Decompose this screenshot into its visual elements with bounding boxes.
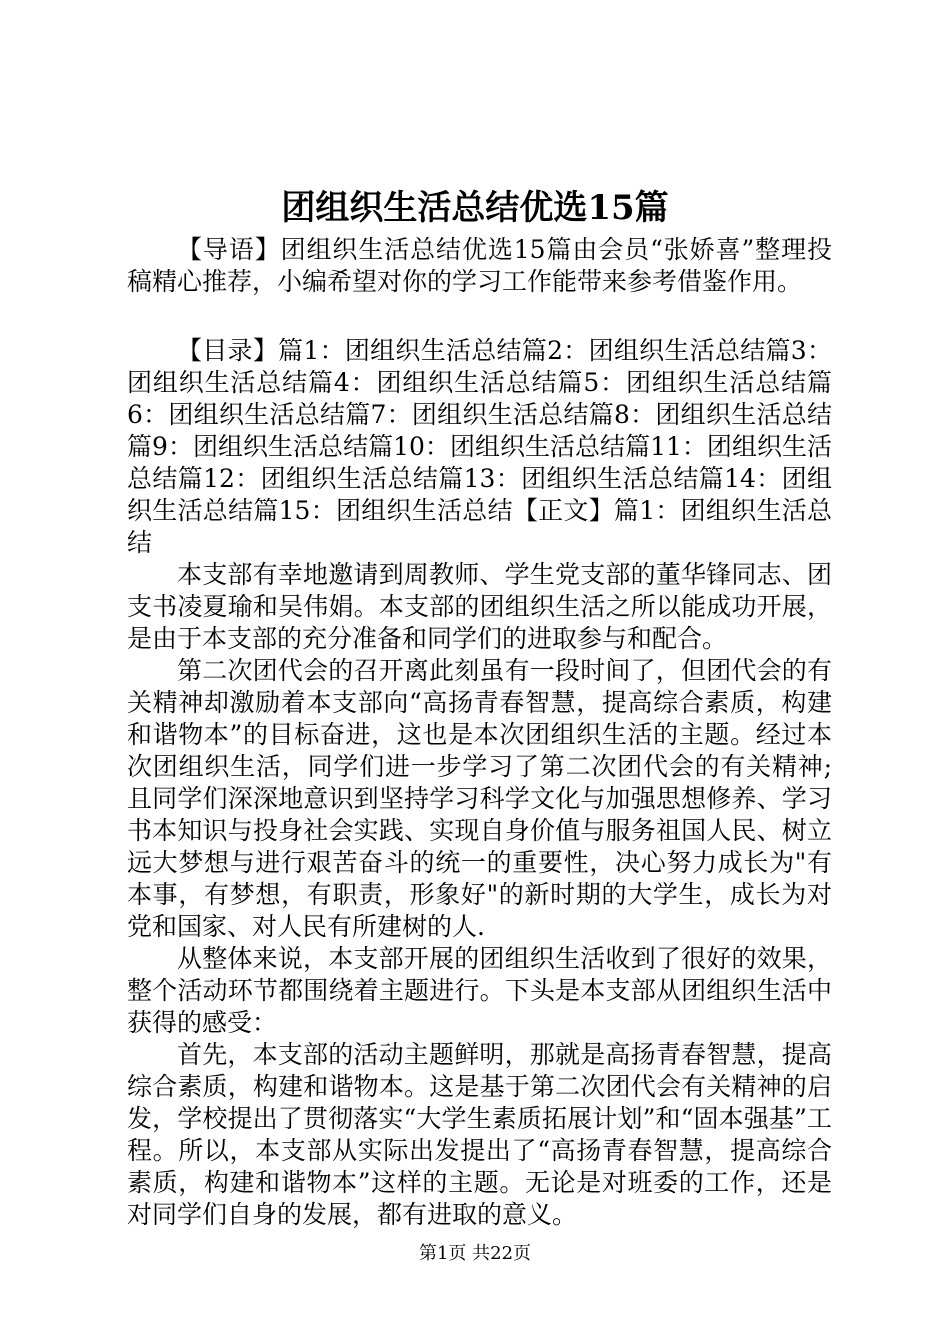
document-body [127, 234, 832, 1231]
body-paragraph: 第二次团代会的召开离此刻虽有一段时间了，但团代会的有关精神却激励着本支部向“高扬青春智慧，提高综合素质，构建和谐物本”的目标奋进，这也是本次团组织生活的主题。经过本次团组织生活，同学们进一步学习了第二次团代会的有关精神;且同学们深深地意识到坚持学习科学文化与加强思想修养、学习书本知识与投身社会实践、实现自身价值与服务祖国人民、树立远大梦想与进行艰苦奋斗的统一的重要性，决心努力成长为"有本事，有梦想，有职责，形象好"的新时期的大学生，成长为对党和国家、对人民有所建树的人. [127, 656, 832, 941]
page-footer: 第1页 共22页 [418, 1243, 532, 1264]
table-of-contents-paragraph: 【目录】篇1：团组织生活总结篇2：团组织生活总结篇3：团组织生活总结篇4：团组织生活总结篇5：团组织生活总结篇6：团组织生活总结篇7：团组织生活总结篇8：团组织生活总结篇9：团组织生活总结篇10：团组织生活总结篇11：团组织生活总结篇12：团组织生活总结篇13：团组织生活总结篇14：团组织生活总结篇15：团组织生活总结【正文】篇1：团组织生活总结 [127, 336, 832, 557]
body-paragraph: 本支部有幸地邀请到周教师、学生党支部的董华锋同志、团支书凌夏瑜和吴伟娟。本支部的团组织生活之所以能成功开展，是由于本支部的充分准备和同学们的进取参与和配合。 [127, 560, 832, 653]
intro-paragraph: 【导语】团组织生活总结优选15篇由会员“张娇喜”整理投稿精心推荐，小编希望对你的学习工作能带来参考借鉴作用。 [127, 235, 832, 296]
document-title: 团组织生活总结优选15篇 [281, 188, 669, 228]
body-paragraph: 首先，本支部的活动主题鲜明，那就是高扬青春智慧，提高综合素质，构建和谐物本。这是基于第二次团代会有关精神的启发，学校提出了贯彻落实“大学生素质拓展计划”和“固本强基”工程。所以，本支部从实际出发提出了“高扬青春智慧，提高综合素质，构建和谐物本”这样的主题。无论是对班委的工作，还是对同学们自身的发展，都有进取的意义。 [127, 1040, 832, 1229]
body-paragraph: 从整体来说，本支部开展的团组织生活收到了很好的效果，整个活动环节都围绕着主题进行。下头是本支部从团组织生活中获得的感受： [127, 944, 832, 1037]
